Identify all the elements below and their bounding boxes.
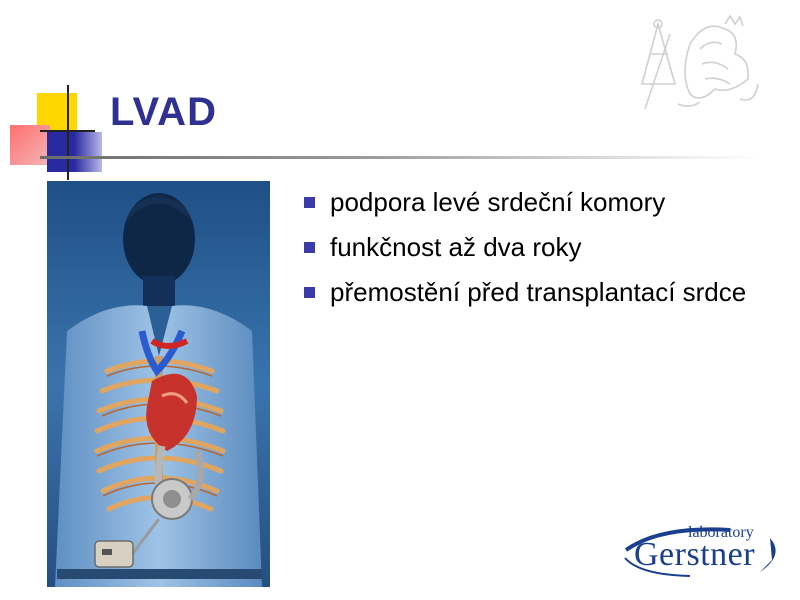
slide-title: LVAD bbox=[110, 90, 217, 134]
deco-horizontal-line bbox=[40, 130, 95, 132]
bullet-text: přemostění před transplantací srdce bbox=[330, 277, 747, 307]
logo-small-text: laboratory bbox=[688, 524, 754, 541]
deco-vertical-line bbox=[67, 85, 69, 180]
square-bullet-icon bbox=[304, 287, 315, 298]
title-underline bbox=[40, 156, 760, 159]
bullet-text: funkčnost až dva roky bbox=[330, 232, 582, 262]
square-bullet-icon bbox=[304, 197, 315, 208]
gerstner-logo bbox=[620, 520, 785, 580]
bullet-item bbox=[300, 233, 746, 261]
bullet-list bbox=[300, 188, 746, 323]
bullet-text: podpora levé srdeční komory bbox=[330, 187, 666, 217]
square-bullet-icon bbox=[304, 242, 315, 253]
deco-blue-square bbox=[47, 132, 102, 172]
bullet-item bbox=[300, 278, 746, 306]
deco-squares bbox=[0, 80, 110, 180]
lion-crest-watermark-icon bbox=[630, 14, 765, 114]
bullet-item bbox=[300, 188, 746, 216]
logo-name: Gerstner bbox=[634, 536, 756, 573]
lvad-body-illustration bbox=[47, 181, 270, 587]
